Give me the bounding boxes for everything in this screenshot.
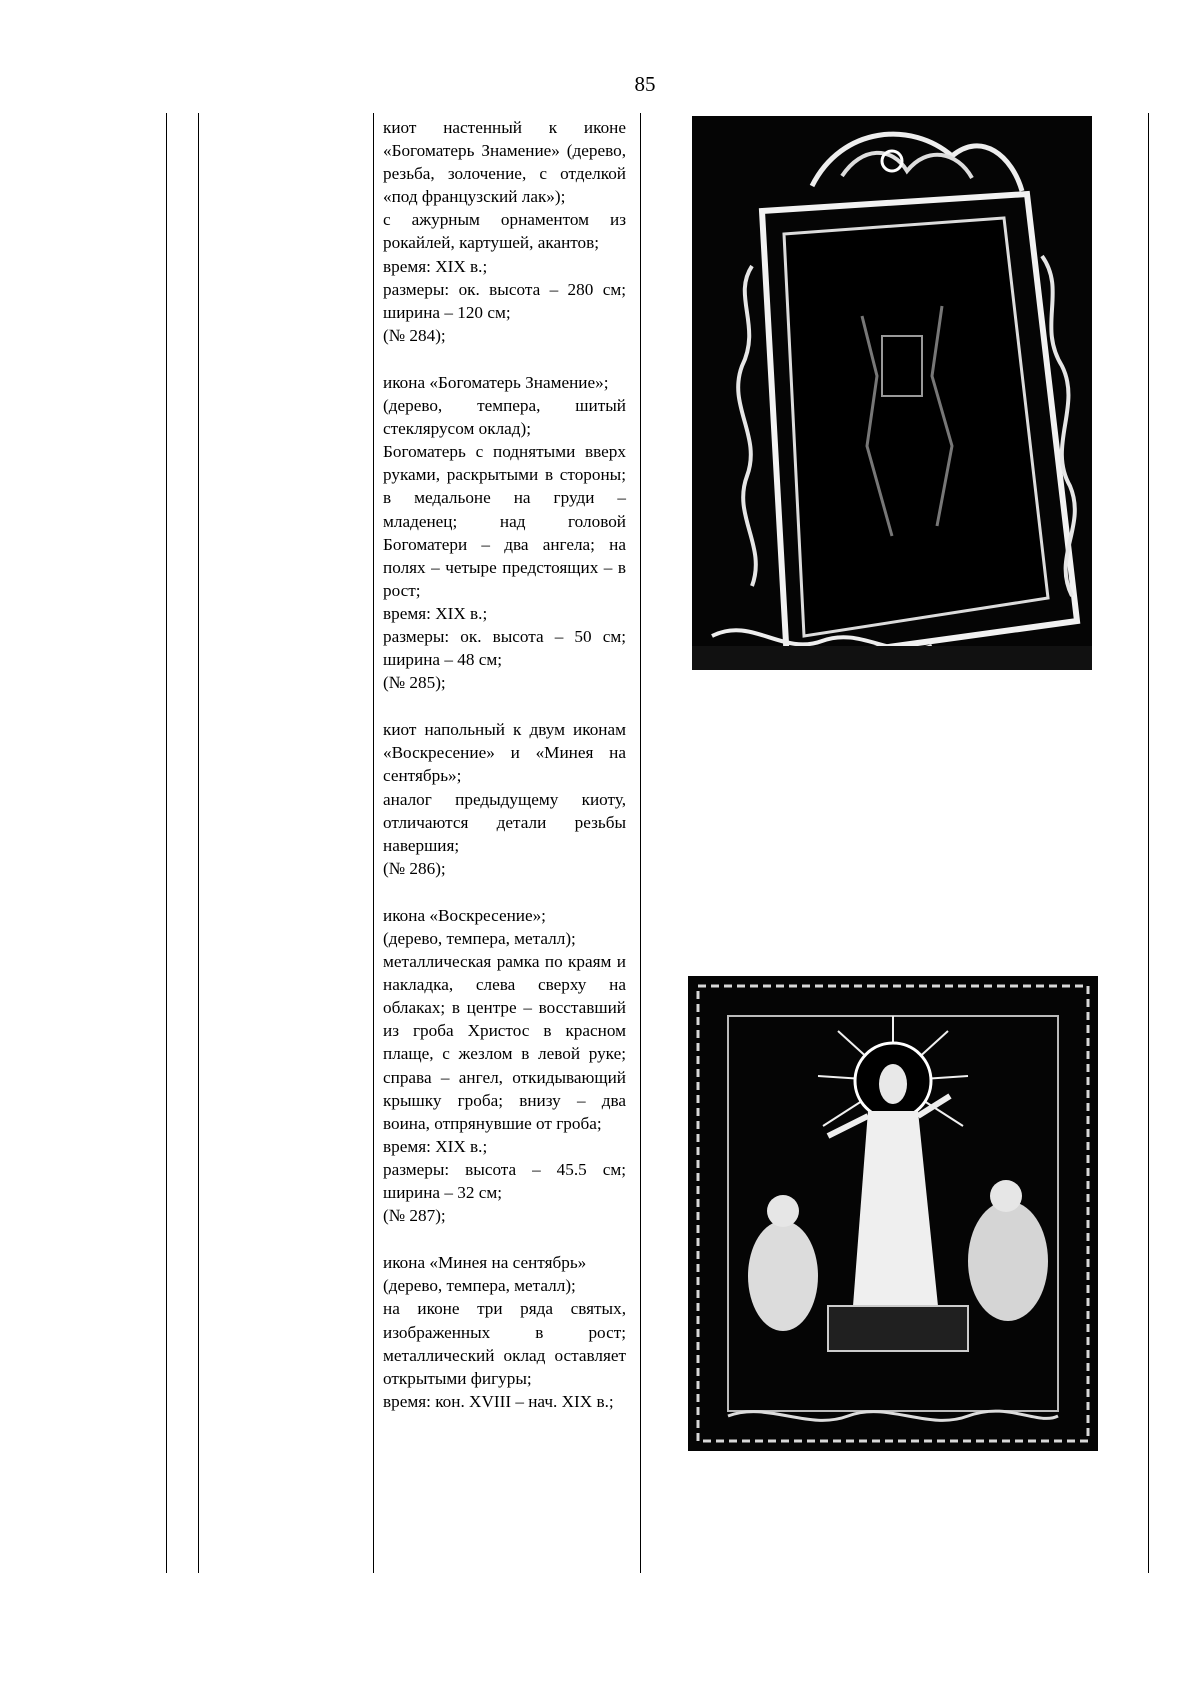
entry-text: аналог предыдущему киоту, отличаются детали резьбы навершия; [383, 789, 626, 855]
entry-text: икона «Минея на сентябрь» [383, 1253, 587, 1273]
table-rule-2 [198, 113, 199, 1573]
kiot-image [692, 116, 1092, 670]
entry-text: (дерево, темпера, металл); [383, 1276, 576, 1296]
entry-text: (№ 284); [383, 325, 446, 345]
entry-text: (№ 285); [383, 673, 446, 693]
entry-text: металлическая рамка по краям и накладка, слева сверху на облаках; в центре – восставший из гроба Христос в красном плаще, с жезлом в левой руке; справа – ангел, откидывающий крышку гроба; внизу – два воина, отпрянувшие от гроба; [383, 952, 626, 1133]
entry-text: размеры: ок. высота – 280 см; ширина – 120 см; [383, 279, 626, 322]
entry-text: на иконе три ряда святых, изображенных в рост; металлический оклад оставляет открытыми фигуры; [383, 1299, 626, 1388]
entry-text: размеры: высота – 45.5 см; ширина – 32 см; [383, 1159, 626, 1203]
entry-text: с ажурным орнаментом из рокайлей, картушей, акантов; [383, 210, 626, 253]
entry-text: размеры: ок. высота – 50 см; ширина – 48 см; [383, 626, 626, 670]
entry-text: (дерево, темпера, шитый стеклярусом оклад); [383, 396, 626, 439]
entry-text: Богоматерь с поднятыми вверх руками, раскрытыми в стороны; в медальоне на груди – младенец; над головой Богоматери – два ангела; на полях – четыре предстоящих – в рост; [383, 442, 626, 600]
table-rule-3 [373, 113, 374, 1573]
entry-text: время: XIX в.; [383, 603, 488, 623]
entry-287 [383, 904, 626, 1227]
table-rule-4 [640, 113, 641, 1573]
entry-text: (№ 287); [383, 1206, 446, 1226]
entry-286 [383, 718, 626, 880]
table-rule-5 [1148, 113, 1149, 1573]
entry-285 [383, 371, 626, 694]
entry-text: (№ 286); [383, 858, 446, 878]
entry-text: время: XIX в.; [383, 1136, 488, 1156]
entry-text: икона «Богоматерь Знамение»; [383, 372, 609, 392]
resurrection-icon-photo [688, 976, 1098, 1451]
resurrection-image [688, 976, 1098, 1451]
table-rule-1 [166, 113, 167, 1573]
entry-text: киот напольный к двум иконам «Воскресение» и «Минея на сентябрь»; [383, 720, 626, 786]
entry-text: икона «Воскресение»; [383, 905, 546, 925]
entry-text: киот настенный к иконе «Богоматерь Знамение» (дерево, резьба, золочение, с отделкой «под французский лак»); [383, 118, 626, 207]
entry-284 [383, 116, 626, 347]
page-number: 85 [634, 72, 656, 96]
entry-text: (дерево, темпера, металл); [383, 929, 576, 948]
description-column [383, 116, 626, 1437]
kiot-photo [692, 116, 1092, 670]
entry-text: время: XIX в.; [383, 256, 488, 276]
entry-288 [383, 1251, 626, 1413]
entry-text: время: кон. XVIII – нач. XIX в.; [383, 1391, 614, 1411]
